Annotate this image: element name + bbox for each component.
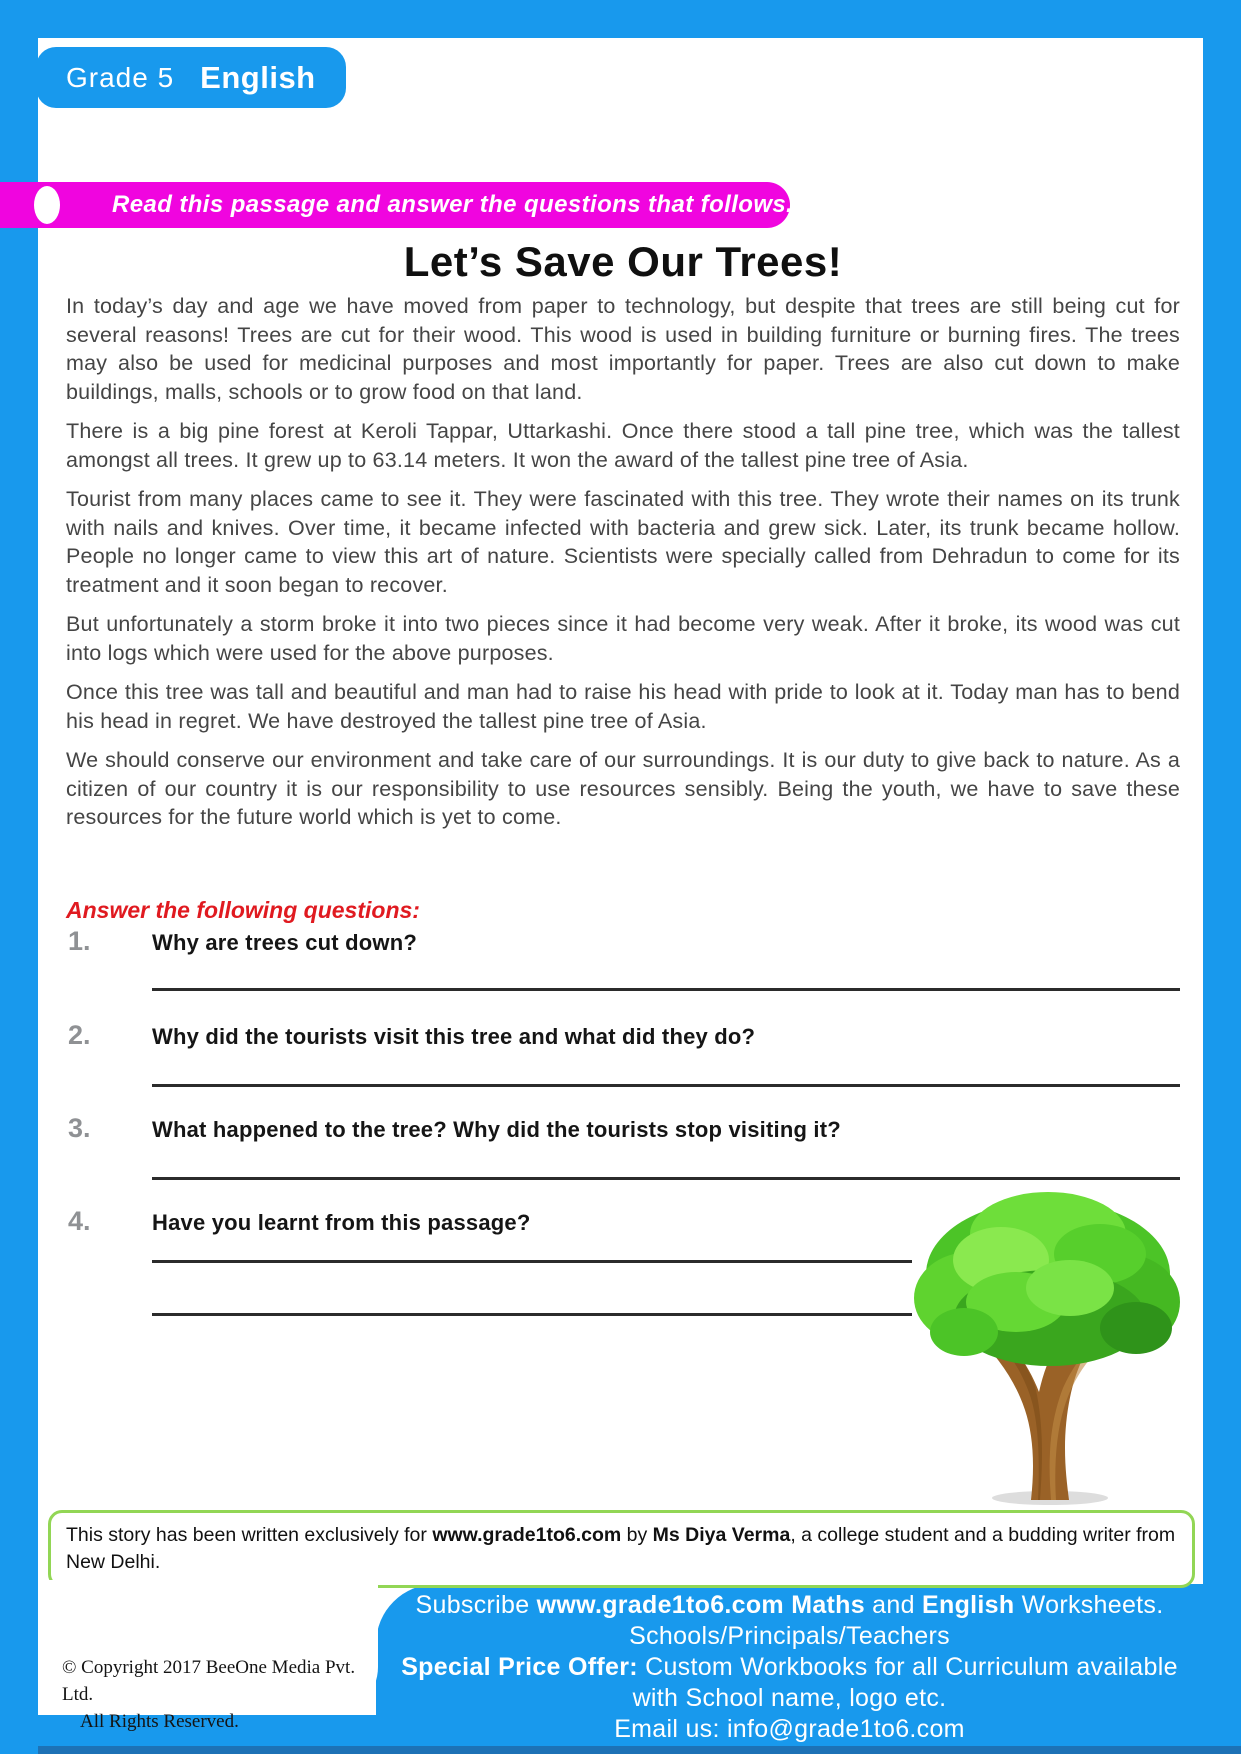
footer-email-line: Email us: info@grade1to6.com — [614, 1715, 965, 1743]
question-number: 4. — [68, 1206, 91, 1236]
footer-offer-text: Custom Workbooks for all Curriculum available — [637, 1653, 1178, 1681]
subject-label: English — [200, 59, 316, 95]
copyright-line-1: © Copyright 2017 BeeOne Media Pvt. Ltd. — [62, 1657, 356, 1705]
question-item-4 — [68, 1206, 1180, 1237]
answer-line-q4-2 — [152, 1313, 912, 1316]
question-text: Why are trees cut down? — [152, 930, 417, 955]
passage-title: Let’s Save Our Trees! — [403, 238, 843, 285]
footer-offer-label: Special Price Offer: — [401, 1653, 638, 1681]
passage-paragraph-3: Tourist from many places came to see it. They were fascinated with this tree. They wrote their names on its trunk with nails and knives. Over time, it became infected with bacteria and grew sick. Later, its trunk became hollow. People no longer came to view this art of nature. Scientists were specially called from Dehradun to come for its treatment and it soon began to recover. — [66, 487, 1180, 597]
credit-text-prefix: This story has been written exclusively for — [66, 1524, 433, 1546]
passage-paragraph-2: There is a big pine forest at Keroli Tappar, Uttarkashi. Once there stood a tall pine tree, which was the tallest amongst all trees. It grew up to 63.14 meters. It won the award of the tallest pine tree of Asia. — [66, 419, 1180, 472]
credit-author: Ms Diya Verma — [652, 1524, 791, 1546]
footer-panel — [376, 1584, 1203, 1754]
questions-heading: Answer the following questions: — [66, 897, 420, 923]
question-item-1 — [68, 926, 1180, 957]
footer-subscribe-suffix: Worksheets. — [1014, 1591, 1164, 1619]
answer-line-q3 — [152, 1177, 1180, 1180]
credit-text-suffix: , a college student and a budding writer from New Delhi. — [66, 1524, 1176, 1573]
copyright-box — [38, 1580, 378, 1732]
footer-english: English — [922, 1591, 1015, 1619]
footer-site-maths: www.grade1to6.com Maths — [536, 1591, 865, 1619]
footer-subscribe-prefix: Subscribe — [415, 1591, 537, 1619]
footer-audience-line: Schools/Principals/Teachers — [629, 1622, 950, 1650]
question-item-3 — [68, 1113, 1180, 1144]
footer-subscribe-mid: and — [864, 1591, 923, 1619]
credit-site: www.grade1to6.com — [432, 1524, 622, 1546]
answer-line-q4-1 — [152, 1260, 912, 1263]
answer-line-q1 — [152, 988, 1180, 991]
instruction-text: Read this passage and answer the questions that follows. — [112, 191, 794, 218]
question-number: 1. — [68, 926, 91, 956]
bullet-ellipse-icon — [34, 186, 60, 224]
question-number: 2. — [68, 1020, 91, 1050]
passage-paragraph-6: We should conserve our environment and take care of our surroundings. It is our duty to give back to nature. As a citizen of our country it is our responsibility to use resources sensibly. Being the youth, we have to save these resources for the future world which is yet to come. — [66, 748, 1180, 829]
grade-subject-badge — [36, 47, 346, 108]
question-text: Have you learnt from this passage? — [152, 1210, 531, 1235]
passage-body — [66, 292, 1180, 843]
question-number: 3. — [68, 1113, 91, 1143]
footer-subscribe-line — [376, 1590, 1203, 1621]
question-text: What happened to the tree? Why did the tourists stop visiting it? — [152, 1117, 841, 1142]
credit-text-middle: by — [621, 1524, 653, 1546]
answer-line-q2 — [152, 1084, 1180, 1087]
question-text: Why did the tourists visit this tree and what did they do? — [152, 1024, 756, 1049]
bottom-accent-strip — [38, 1746, 1241, 1754]
footer-offer-line — [376, 1652, 1203, 1683]
question-item-2 — [68, 1020, 1180, 1051]
credit-box — [48, 1510, 1195, 1588]
passage-paragraph-4: But unfortunately a storm broke it into two pieces since it had become very weak. After it broke, its wood was cut into logs which were used for the above purposes. — [66, 612, 1180, 665]
instruction-banner — [0, 182, 794, 228]
passage-paragraph-1: In today’s day and age we have moved from paper to technology, but despite that trees are still being cut for several reasons! Trees are cut for their wood. This wood is used in building furniture or burning fires. The trees may also be used for medicinal purposes and most importantly for paper. Trees are also cut down to make buildings, malls, schools or to grow food on that land. — [66, 294, 1180, 404]
grade-label: Grade 5 — [66, 61, 175, 93]
copyright-line-2: All Rights Reserved. — [80, 1711, 239, 1732]
passage-paragraph-5: Once this tree was tall and beautiful and man had to raise his head with pride to look at it. Today man has to bend his head in regret. We have destroyed the tallest pine tree of Asia. — [66, 680, 1180, 733]
footer-school-line: with School name, logo etc. — [632, 1684, 947, 1712]
